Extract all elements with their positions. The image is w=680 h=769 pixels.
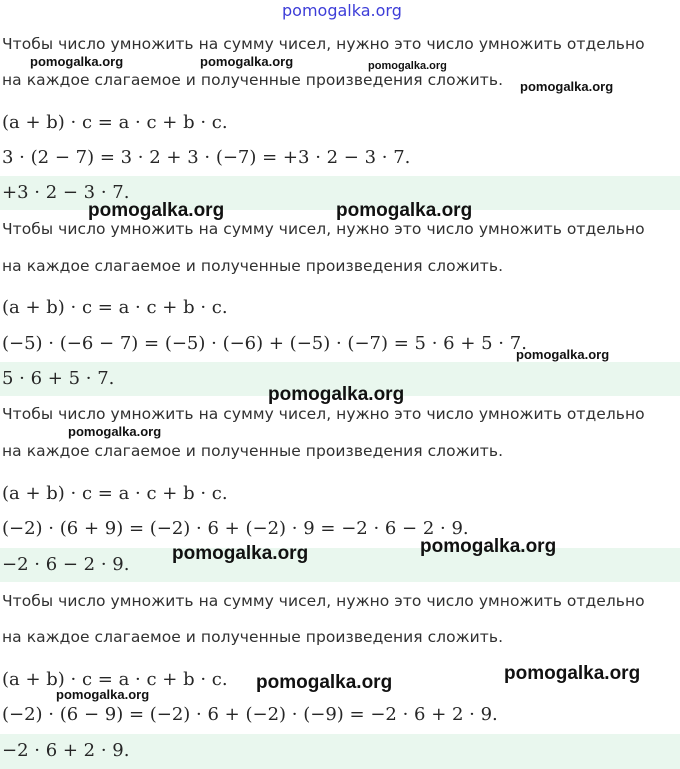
watermark: pomogalka.org <box>88 200 225 221</box>
answer-expression: −2 · 6 − 2 · 9. <box>2 554 130 575</box>
watermark: pomogalka.org <box>256 672 393 693</box>
distributive-formula: (a + b) · c = a · c + b · c. <box>2 112 228 133</box>
watermark: pomogalka.org <box>336 200 473 221</box>
worked-solution: (−2) · (6 + 9) = (−2) · 6 + (−2) · 9 = −2 · 6 − 2 · 9. <box>2 518 469 539</box>
watermark: pomogalka.org <box>420 536 557 557</box>
answer-expression: 5 · 6 + 5 · 7. <box>2 368 115 389</box>
worked-solution: (−5) · (−6 − 7) = (−5) · (−6) + (−5) · (−7) = 5 · 6 + 5 · 7. <box>2 333 527 354</box>
rule-text-line-2: на каждое слагаемое и полученные произведения сложить. <box>2 442 504 460</box>
watermark: pomogalka.org <box>56 687 150 702</box>
rule-text-line-2: на каждое слагаемое и полученные произведения сложить. <box>2 71 504 89</box>
watermark: pomogalka.org <box>200 54 294 69</box>
watermark: pomogalka.org <box>520 79 614 94</box>
rule-text-line-2: на каждое слагаемое и полученные произведения сложить. <box>2 628 504 646</box>
worked-solution: (−2) · (6 − 9) = (−2) · 6 + (−2) · (−9) = −2 · 6 + 2 · 9. <box>2 704 498 725</box>
rule-text-line-2: на каждое слагаемое и полученные произведения сложить. <box>2 257 504 275</box>
rule-text-line-1: Чтобы число умножить на сумму чисел, нужно это число умножить отдельно <box>2 592 645 610</box>
distributive-formula: (a + b) · c = a · c + b · c. <box>2 669 228 690</box>
rule-text-line-1: Чтобы число умножить на сумму чисел, нужно это число умножить отдельно <box>2 220 645 238</box>
watermark: pomogalka.org <box>368 60 447 72</box>
worked-solution: 3 · (2 − 7) = 3 · 2 + 3 · (−7) = +3 · 2 − 3 · 7. <box>2 147 411 168</box>
watermark: pomogalka.org <box>30 54 124 69</box>
rule-text-line-1: Чтобы число умножить на сумму чисел, нужно это число умножить отдельно <box>2 35 645 53</box>
distributive-formula: (a + b) · c = a · c + b · c. <box>2 483 228 504</box>
rule-text-line-1: Чтобы число умножить на сумму чисел, нужно это число умножить отдельно <box>2 405 645 423</box>
answer-expression: −2 · 6 + 2 · 9. <box>2 740 130 761</box>
answer-expression: +3 · 2 − 3 · 7. <box>2 182 130 203</box>
watermark: pomogalka.org <box>504 663 641 684</box>
site-name-header[interactable]: pomogalka.org <box>282 1 402 20</box>
watermark: pomogalka.org <box>268 384 405 405</box>
watermark: pomogalka.org <box>172 543 309 564</box>
watermark: pomogalka.org <box>68 424 162 439</box>
distributive-formula: (a + b) · c = a · c + b · c. <box>2 297 228 318</box>
watermark: pomogalka.org <box>516 347 610 362</box>
